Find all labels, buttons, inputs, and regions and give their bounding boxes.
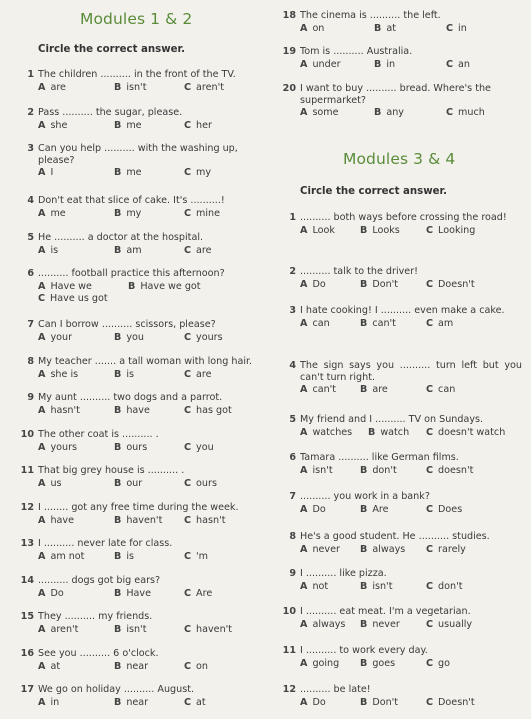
question-stem: Don't eat that slice of cake. It's ..........! bbox=[38, 195, 225, 206]
option-c[interactable]: C haven't bbox=[184, 623, 233, 635]
option-b[interactable]: B at bbox=[374, 22, 396, 34]
option-c[interactable]: C are bbox=[184, 368, 212, 380]
option-c[interactable]: C much bbox=[446, 107, 485, 118]
option-c[interactable]: C usually bbox=[426, 618, 473, 630]
option-c[interactable]: C doesn't bbox=[426, 464, 474, 476]
option-c[interactable]: C Doesn't bbox=[426, 696, 475, 708]
question-item bbox=[27, 319, 260, 344]
question-number: 5 bbox=[27, 232, 34, 243]
question-stem: .......... be late! bbox=[300, 684, 371, 695]
option-b[interactable]: B is bbox=[114, 368, 134, 380]
option-c[interactable]: C her bbox=[184, 119, 212, 131]
question-item bbox=[289, 266, 522, 291]
question-item bbox=[20, 538, 260, 563]
option-a[interactable]: A have bbox=[38, 514, 74, 526]
question-item bbox=[27, 356, 260, 381]
question-item bbox=[282, 684, 522, 709]
question-number: 4 bbox=[289, 360, 296, 371]
question-item bbox=[20, 684, 260, 709]
option-a[interactable]: A yours bbox=[38, 441, 78, 453]
question-number: 12 bbox=[20, 502, 34, 513]
question-stem: My friend and I .......... TV on Sundays. bbox=[300, 414, 484, 425]
question-stem: Can you help .......... with the washing up, please? bbox=[38, 143, 238, 166]
option-b[interactable]: B always bbox=[360, 543, 406, 555]
question-item bbox=[20, 611, 260, 636]
question-stem: The sign says you .......... turn left but you can't turn right. bbox=[300, 360, 522, 383]
question-item bbox=[289, 491, 522, 516]
option-b[interactable]: B near bbox=[114, 696, 149, 708]
option-c[interactable]: C you bbox=[184, 441, 214, 453]
question-stem: I .......... like pizza. bbox=[300, 568, 387, 579]
option-a[interactable]: A she bbox=[38, 119, 68, 131]
question-item bbox=[20, 429, 260, 454]
question-number: 9 bbox=[27, 392, 34, 403]
option-b[interactable]: B our bbox=[114, 477, 143, 489]
option-c[interactable]: C Doesn't bbox=[426, 278, 475, 290]
question-item bbox=[20, 502, 260, 527]
question-item bbox=[289, 568, 522, 593]
question-number: 18 bbox=[282, 10, 296, 21]
option-a[interactable]: A hasn't bbox=[38, 404, 80, 416]
question-item bbox=[282, 10, 522, 35]
option-a[interactable]: A Do bbox=[300, 278, 326, 290]
question-number: 17 bbox=[20, 684, 34, 695]
question-number: 3 bbox=[27, 143, 34, 154]
option-c[interactable]: C rarely bbox=[426, 543, 466, 555]
question-stem: The other coat is .......... . bbox=[38, 429, 159, 440]
question-number: 20 bbox=[282, 83, 296, 94]
question-stem: See you .......... 6 o'clock. bbox=[38, 648, 159, 659]
question-number: 10 bbox=[282, 606, 296, 617]
question-stem: He .......... a doctor at the hospital. bbox=[38, 232, 204, 243]
question-item bbox=[20, 575, 260, 600]
option-a[interactable]: A going bbox=[300, 657, 340, 669]
question-item bbox=[27, 107, 260, 132]
option-a[interactable]: A watches bbox=[300, 426, 353, 438]
option-a[interactable]: A can bbox=[300, 317, 330, 329]
question-item bbox=[27, 268, 260, 305]
question-number: 16 bbox=[20, 648, 34, 659]
option-b[interactable]: B near bbox=[114, 660, 149, 672]
option-c[interactable]: C ours bbox=[184, 477, 217, 489]
question-item bbox=[27, 392, 260, 417]
option-a[interactable]: A she is bbox=[38, 368, 79, 380]
option-a[interactable]: A Do bbox=[38, 587, 64, 599]
option-b[interactable]: B don't bbox=[360, 464, 397, 476]
question-stem: .......... dogs got big ears? bbox=[38, 575, 161, 586]
modules-3-4-heading: Modules 3 & 4 bbox=[343, 150, 456, 168]
question-number: 1 bbox=[289, 212, 296, 223]
modules-1-2-heading: Modules 1 & 2 bbox=[80, 10, 193, 28]
question-stem: Pass .......... the sugar, please. bbox=[38, 107, 183, 118]
question-item bbox=[27, 69, 260, 94]
option-b[interactable]: B have bbox=[114, 404, 150, 416]
option-a[interactable]: A your bbox=[38, 331, 73, 343]
question-number: 3 bbox=[289, 305, 296, 316]
question-item bbox=[20, 648, 260, 673]
question-number: 7 bbox=[27, 319, 34, 330]
option-c[interactable]: C am bbox=[426, 317, 454, 329]
question-stem: I .......... never late for class. bbox=[38, 538, 173, 549]
question-number: 2 bbox=[289, 266, 296, 277]
question-number: 11 bbox=[282, 645, 296, 656]
option-b[interactable]: B in bbox=[374, 58, 396, 70]
question-number: 11 bbox=[20, 465, 34, 476]
question-stem: .......... both ways before crossing the road! bbox=[300, 212, 507, 223]
option-b[interactable]: B Have bbox=[114, 587, 151, 599]
question-number: 10 bbox=[20, 429, 34, 440]
question-stem: My aunt .......... two dogs and a parrot. bbox=[38, 392, 223, 403]
question-stem: .......... you work in a bank? bbox=[300, 491, 430, 502]
question-number: 15 bbox=[20, 611, 34, 622]
option-a[interactable]: A I bbox=[38, 167, 54, 178]
option-a[interactable]: A at bbox=[38, 660, 61, 672]
question-item bbox=[27, 232, 260, 257]
option-c[interactable]: C aren't bbox=[184, 81, 225, 93]
question-number: 14 bbox=[20, 575, 34, 586]
option-b[interactable]: B Looks bbox=[360, 224, 400, 236]
question-number: 1 bbox=[27, 69, 34, 80]
question-stem: Can I borrow .......... scissors, please? bbox=[38, 319, 216, 330]
option-c[interactable]: C an bbox=[446, 58, 471, 70]
question-number: 6 bbox=[27, 268, 34, 279]
question-number: 4 bbox=[27, 195, 34, 206]
option-a[interactable]: A Have we bbox=[38, 280, 92, 292]
question-stem: They .......... my friends. bbox=[38, 611, 153, 622]
option-a[interactable]: A some bbox=[300, 107, 339, 118]
question-stem: I want to buy .......... bread. Where's the supermarket? bbox=[300, 83, 491, 106]
option-b[interactable]: B Have we got bbox=[128, 280, 201, 292]
question-item bbox=[20, 465, 260, 490]
option-b[interactable]: B any bbox=[374, 107, 404, 118]
option-c[interactable]: C don't bbox=[426, 580, 463, 592]
question-stem: The children .......... in the front of the TV. bbox=[38, 69, 236, 80]
question-item bbox=[27, 195, 260, 220]
option-a[interactable]: A Look bbox=[300, 224, 335, 236]
option-c[interactable]: C mine bbox=[184, 207, 221, 219]
option-a[interactable]: A not bbox=[300, 580, 329, 592]
question-stem: Tamara .......... like German films. bbox=[300, 452, 459, 463]
option-a[interactable]: A am not bbox=[38, 550, 85, 562]
option-c[interactable]: C are bbox=[184, 244, 212, 256]
question-stem: I hate cooking! I .......... even make a cake. bbox=[300, 305, 505, 316]
option-a[interactable]: A aren't bbox=[38, 623, 79, 635]
question-item bbox=[289, 531, 522, 556]
question-item bbox=[282, 645, 522, 670]
question-item bbox=[289, 360, 522, 396]
option-b[interactable]: B isn't bbox=[114, 623, 147, 635]
question-number: 8 bbox=[289, 531, 296, 542]
option-b[interactable]: B Don't bbox=[360, 278, 399, 290]
question-item bbox=[289, 414, 522, 439]
question-item bbox=[289, 452, 522, 477]
option-b[interactable]: B Don't bbox=[360, 696, 399, 708]
question-stem: I .......... to work every day. bbox=[300, 645, 428, 656]
option-c[interactable]: C yours bbox=[184, 331, 223, 343]
question-stem: I .......... eat meat. I'm a vegetarian. bbox=[300, 606, 471, 617]
option-a[interactable]: A isn't bbox=[300, 464, 333, 476]
question-number: 13 bbox=[20, 538, 34, 549]
option-b[interactable]: B goes bbox=[360, 657, 396, 669]
option-a[interactable]: A Do bbox=[300, 503, 326, 515]
question-number: 7 bbox=[289, 491, 296, 502]
question-stem: .......... talk to the driver! bbox=[300, 266, 419, 277]
option-b[interactable]: B isn't bbox=[114, 81, 147, 93]
option-b[interactable]: B is bbox=[114, 550, 134, 562]
question-stem: My teacher ....... a tall woman with long hair. bbox=[38, 356, 253, 367]
question-item bbox=[289, 212, 522, 237]
option-b[interactable]: B haven't bbox=[114, 514, 163, 526]
option-c[interactable]: C in bbox=[446, 22, 467, 34]
option-b[interactable]: B my bbox=[114, 207, 142, 219]
question-item bbox=[282, 83, 522, 119]
option-a[interactable]: A is bbox=[38, 244, 59, 256]
option-b[interactable]: B isn't bbox=[360, 580, 393, 592]
option-b[interactable]: B Are bbox=[360, 503, 389, 515]
option-c[interactable]: C Does bbox=[426, 503, 463, 515]
option-c[interactable]: C has got bbox=[184, 404, 232, 416]
question-item bbox=[289, 305, 522, 330]
question-stem: We go on holiday .......... August. bbox=[38, 684, 195, 695]
option-b[interactable]: B me bbox=[114, 119, 142, 131]
option-b[interactable]: B can't bbox=[360, 317, 396, 329]
option-c[interactable]: C my bbox=[184, 167, 212, 178]
question-item bbox=[27, 143, 260, 179]
option-b[interactable]: B ours bbox=[114, 441, 148, 453]
question-number: 5 bbox=[289, 414, 296, 425]
option-b[interactable]: B you bbox=[114, 331, 144, 343]
question-stem: That big grey house is .......... . bbox=[38, 465, 185, 476]
option-b[interactable]: B am bbox=[114, 244, 142, 256]
option-c[interactable]: C 'm bbox=[184, 550, 209, 562]
option-b[interactable]: B watch bbox=[368, 426, 410, 438]
question-stem: Tom is .......... Australia. bbox=[300, 46, 413, 57]
option-b[interactable]: B never bbox=[360, 618, 400, 630]
question-item bbox=[282, 606, 522, 631]
question-number: 19 bbox=[282, 46, 296, 57]
option-a[interactable]: A never bbox=[300, 543, 340, 555]
question-number: 9 bbox=[289, 568, 296, 579]
option-c[interactable]: C doesn't watch bbox=[426, 426, 506, 438]
option-c[interactable]: C hasn't bbox=[184, 514, 226, 526]
option-a[interactable]: A in bbox=[38, 696, 60, 708]
option-a[interactable]: A us bbox=[38, 477, 62, 489]
option-c[interactable]: C on bbox=[184, 660, 208, 672]
option-c[interactable]: C at bbox=[184, 696, 206, 708]
right-column bbox=[268, 0, 531, 719]
question-stem: .......... football practice this afternoon? bbox=[38, 268, 225, 279]
question-number: 2 bbox=[27, 107, 34, 118]
option-c[interactable]: C Are bbox=[184, 587, 213, 599]
option-a[interactable]: A can't bbox=[300, 384, 337, 395]
option-a[interactable]: A always bbox=[300, 618, 346, 630]
option-b[interactable]: B are bbox=[360, 384, 388, 395]
option-c[interactable]: C Have us got bbox=[38, 292, 108, 304]
question-number: 12 bbox=[282, 684, 296, 695]
option-a[interactable]: A Do bbox=[300, 696, 326, 708]
option-a[interactable]: A are bbox=[38, 81, 66, 93]
option-a[interactable]: A on bbox=[300, 22, 325, 34]
question-item bbox=[282, 46, 522, 71]
question-stem: The cinema is .......... the left. bbox=[300, 10, 441, 21]
question-number: 8 bbox=[27, 356, 34, 367]
question-stem: He's a good student. He .......... studies. bbox=[300, 531, 490, 542]
option-a[interactable]: A me bbox=[38, 207, 66, 219]
option-c[interactable]: C Looking bbox=[426, 224, 476, 236]
option-b[interactable]: B me bbox=[114, 167, 142, 178]
instruction-text: Circle the correct answer. bbox=[300, 186, 447, 197]
question-number: 6 bbox=[289, 452, 296, 463]
option-c[interactable]: C go bbox=[426, 657, 451, 669]
instruction-text: Circle the correct answer. bbox=[38, 44, 185, 55]
option-c[interactable]: C can bbox=[426, 384, 456, 395]
option-a[interactable]: A under bbox=[300, 58, 341, 70]
question-stem: I ........ got any free time during the week. bbox=[38, 502, 239, 513]
